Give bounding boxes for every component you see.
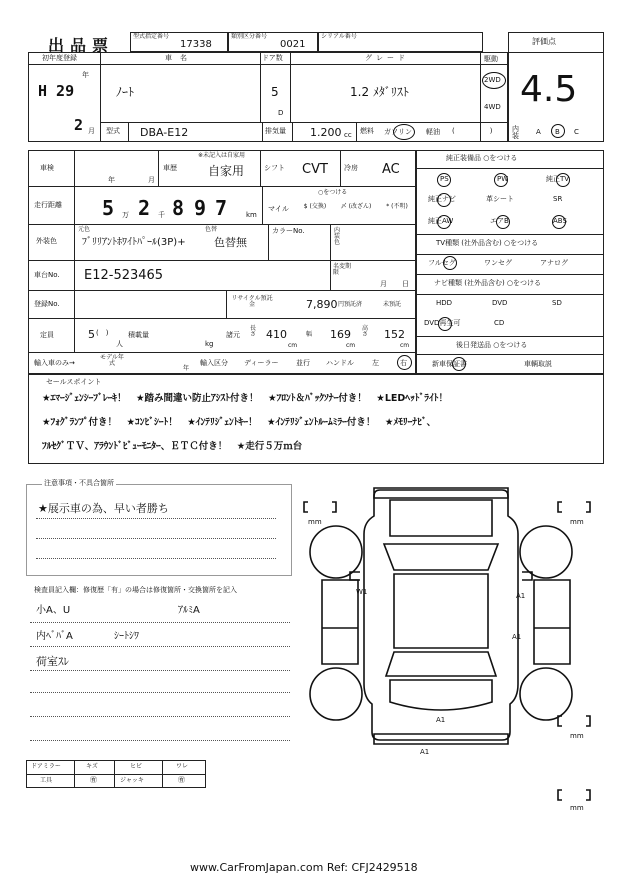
equip-ps-circle bbox=[437, 173, 451, 187]
mileage-digit-4: 9 bbox=[194, 196, 207, 220]
damage-w1: W1 bbox=[356, 588, 368, 596]
footer-watermark: www.CarFromJapan.com Ref: CFJ2429518 bbox=[190, 861, 418, 874]
exchanged-label: $ (交換) bbox=[303, 203, 327, 210]
legend-crack: ヒビ bbox=[130, 763, 143, 770]
chassis-value: E12-523465 bbox=[84, 268, 164, 283]
interior-color-label: 内装色 bbox=[334, 227, 341, 246]
drive-label: 駆動 bbox=[484, 55, 498, 63]
left-label: 左 bbox=[372, 359, 379, 367]
legend-jack-val: ㊒ bbox=[178, 776, 185, 784]
fuel-gas: ガソリン bbox=[384, 128, 412, 136]
notes-line-1: ★展示車の為、早い者勝ち bbox=[38, 502, 169, 515]
legend-tools: 工具 bbox=[40, 777, 53, 784]
first-reg-label: 初年度登録 bbox=[42, 54, 77, 62]
damage-a1-right-rear: A1 bbox=[512, 633, 522, 641]
first-reg-year: H 29 bbox=[38, 82, 75, 100]
tv-fullseg: フルセグ bbox=[428, 259, 456, 267]
manual: 車輌取説 bbox=[524, 360, 552, 368]
insp-line-3: 荷室ｽﾚ bbox=[36, 655, 69, 668]
color-change-label: 色替 bbox=[205, 226, 218, 233]
length-value: 410 bbox=[266, 328, 287, 341]
insp-line-1b: ｱﾙﾐA bbox=[178, 605, 200, 616]
damage-a1-bumper: A1 bbox=[420, 748, 430, 756]
new-warranty: 新車保証書 bbox=[432, 360, 467, 368]
ac-label: 冷房 bbox=[344, 164, 358, 172]
year-unit: 年 bbox=[82, 71, 89, 79]
model-year-label: モデル年式 bbox=[100, 354, 124, 367]
mm-label-fl: mm bbox=[308, 518, 322, 526]
inspector-label: 検査員記入欄：修復歴「有」の場合は修復箇所・交換箇所を記入 bbox=[34, 586, 237, 594]
dealer-label: ディーラー bbox=[244, 359, 279, 367]
interior-a: A bbox=[536, 128, 541, 136]
width-value: 169 bbox=[330, 328, 351, 341]
color-value: ﾌﾞﾘﾘｱﾝﾄﾎﾜｲﾄﾊﾟｰﾙ(3P)+ bbox=[82, 237, 186, 248]
inspection-label: 車検 bbox=[40, 164, 54, 172]
details-block bbox=[28, 150, 416, 374]
interior-label: 内装 bbox=[512, 125, 519, 140]
category-label: 類別区分番号 bbox=[231, 33, 268, 40]
drive-4wd: 4WD bbox=[484, 103, 501, 111]
sales-line-3: ﾌﾙｾｸﾞＴＶ、ｱﾗｳﾝﾄﾞﾋﾞｭｰﾓﾆﾀｰ、ＥＴＣ付き！ ★走行５万ｍ台 bbox=[42, 441, 303, 452]
equip-leather: 革シート bbox=[486, 195, 514, 203]
damage-a1-trunk: A1 bbox=[436, 716, 446, 724]
load-kg: kg bbox=[205, 340, 214, 348]
navi-sd: SD bbox=[552, 299, 562, 307]
displacement-label: 排気量 bbox=[265, 127, 286, 135]
grade: 1.2 ﾒﾀﾞﾘｽﾄ bbox=[350, 85, 409, 99]
unknown-label: * (不明) bbox=[386, 203, 408, 210]
tv-analog: アナログ bbox=[540, 259, 568, 267]
person-unit: 人 bbox=[116, 340, 123, 348]
mm-label-fr: mm bbox=[570, 518, 584, 526]
mileage-digit-1: 5 bbox=[102, 196, 115, 220]
drive-2wd: 2WD bbox=[484, 76, 501, 84]
door-count: 5 bbox=[271, 85, 279, 99]
capacity-value: 5 bbox=[88, 328, 95, 341]
history-value: 自家用 bbox=[208, 164, 245, 178]
equip-navi-circle bbox=[437, 193, 451, 207]
legend-mirror: ドアミラー bbox=[31, 763, 61, 770]
legend-jack: ジャッキ bbox=[120, 777, 144, 784]
length-label: 長さ bbox=[250, 325, 257, 338]
load-label: 積載量 bbox=[128, 331, 149, 339]
equipment-title: 純正装備品 ○をつける bbox=[446, 154, 518, 162]
sales-label: セールスポイント bbox=[46, 378, 102, 386]
month-unit: 月 bbox=[88, 127, 95, 135]
mileage-digit-2: 2 bbox=[138, 196, 151, 220]
navi-title: ナビ種類 (社外品含む) ○をつける bbox=[434, 279, 542, 287]
mileage-digit-5: 7 bbox=[215, 196, 228, 220]
shift-label: シフト bbox=[264, 164, 285, 172]
inspection-year-unit: 年 bbox=[108, 176, 115, 184]
mm-label-rear: mm bbox=[570, 804, 584, 812]
tv-oneseg: ワンセグ bbox=[484, 259, 512, 267]
height-cm: cm bbox=[400, 342, 410, 349]
sales-line-2: ★ﾌｫｸﾞﾗﾝﾌﾟ付き！ ★ｺﾝﾋﾞｼｰﾄ！ ★ｲﾝﾃﾘｼﾞｪﾝﾄｷｰ！ ★ｲﾝﾃﾘｼﾞｪﾝﾄﾙｰﾑﾐﾗｰ付き！ ★ﾒﾓﾘｰﾅﾋﾞ、 bbox=[42, 417, 437, 428]
shift-value: CVT bbox=[302, 162, 328, 177]
navi-dvd-play: DVD再生可 bbox=[424, 319, 461, 327]
model-spec-label: 型式指定番号 bbox=[133, 33, 170, 40]
equip-aw: 純正AW bbox=[428, 217, 454, 225]
score-label: 評価点 bbox=[532, 37, 556, 46]
fuel-bracket: ( ) bbox=[452, 127, 493, 135]
navi-dvd-play-circle bbox=[438, 317, 452, 331]
notes-label: 注意事項・不具合箇所 bbox=[44, 479, 114, 487]
car-name-label: 車名 bbox=[165, 54, 195, 62]
reg-no-label: 登録No. bbox=[34, 300, 60, 308]
equip-aw-circle bbox=[437, 215, 451, 229]
ac-value: AC bbox=[382, 162, 400, 177]
import-year-unit: 年 bbox=[183, 365, 190, 372]
equip-tv-circle bbox=[556, 173, 570, 187]
damage-a1-right-front: A1 bbox=[516, 592, 526, 600]
import-label: 輸入車のみ→ bbox=[34, 359, 75, 367]
first-reg-month: 2 bbox=[74, 116, 84, 134]
equip-sr: SR bbox=[553, 195, 563, 203]
mileage-label: 走行距離 bbox=[34, 201, 62, 209]
legend-scratch: キズ bbox=[86, 763, 98, 770]
recycle-suffix: 円預託済 bbox=[338, 301, 363, 308]
width-cm: cm bbox=[346, 342, 356, 349]
model-code: DBA-E12 bbox=[140, 126, 189, 139]
equip-navi: 純正ナビ bbox=[428, 195, 456, 203]
sheet-title: 出品票 bbox=[48, 36, 115, 55]
mileage-man: 万 bbox=[122, 211, 129, 219]
width-label: 幅 bbox=[306, 331, 313, 338]
mileage-circle-note: ○をつける bbox=[318, 189, 348, 196]
door-label: ドア数 bbox=[262, 54, 283, 62]
insp-line-1a: 小A、U bbox=[36, 605, 71, 616]
name-change-month: 月 bbox=[380, 280, 387, 288]
tv-fullseg-circle bbox=[443, 256, 457, 270]
equip-abs: ABS bbox=[553, 217, 567, 225]
length-cm: cm bbox=[288, 342, 298, 349]
navi-dvd: DVD bbox=[492, 299, 508, 307]
right-label: 右 bbox=[400, 359, 407, 367]
equip-pw-circle bbox=[494, 173, 508, 187]
model-spec-value: 17338 bbox=[180, 39, 212, 50]
color-no-label: カラーNo. bbox=[272, 227, 305, 235]
fuel-diesel: 軽油 bbox=[426, 128, 440, 136]
car-damage-diagram bbox=[290, 476, 602, 812]
interior-c: C bbox=[574, 128, 579, 136]
tv-title: TV種類 (社外品含む) ○をつける bbox=[436, 239, 539, 247]
capacity-label: 定員 bbox=[40, 331, 54, 339]
equip-airbag-circle bbox=[496, 215, 510, 229]
height-value: 152 bbox=[384, 328, 405, 341]
not-deposited: 未預託 bbox=[383, 301, 402, 308]
model-label: 型式 bbox=[106, 127, 120, 135]
height-label: 高さ bbox=[362, 325, 369, 338]
score-value: 4.5 bbox=[520, 69, 578, 110]
dim-label: 諸元 bbox=[226, 331, 240, 339]
import-type-label: 輸入区分 bbox=[200, 359, 228, 367]
color-orig-label: 元色 bbox=[78, 226, 91, 233]
inspection-month-unit: 月 bbox=[148, 176, 155, 184]
insp-line-2a: 内ﾍﾞﾊﾞA bbox=[36, 631, 73, 642]
color-change-value: 色替無 bbox=[214, 236, 247, 249]
recycle-value: 7,890 bbox=[306, 298, 338, 311]
history-note: ※未記入は自家用 bbox=[198, 152, 246, 159]
serial-label: シリアル番号 bbox=[321, 33, 357, 40]
grade-label: グレード bbox=[365, 54, 409, 62]
mileage-sen: 千 bbox=[158, 211, 165, 219]
parallel-label: 並行 bbox=[296, 359, 310, 367]
recycle-label: リサイクル預託金 bbox=[231, 295, 273, 308]
sales-line-1: ★ｴﾏｰｼﾞｪﾝｼｰﾌﾞﾚｰｷ！ ★踏み間違い防止ｱｼｽﾄ付き！ ★ﾌﾛﾝﾄ＆ﾊﾞｯｸｿﾅｰ付き！ ★LEDﾍｯﾄﾞﾗｲﾄ！ bbox=[42, 393, 448, 404]
interior-b: B bbox=[555, 128, 560, 136]
category-value: 0021 bbox=[280, 39, 306, 50]
mileage-digit-3: 8 bbox=[172, 196, 185, 220]
handle-label: ハンドル bbox=[326, 359, 354, 367]
mileage-km: km bbox=[246, 211, 257, 219]
cc-unit: cc bbox=[344, 131, 352, 139]
notes-box bbox=[26, 484, 292, 576]
color-label: 外装色 bbox=[36, 237, 57, 245]
insp-line-2b: ｼｰﾄｼﾜ bbox=[114, 631, 139, 642]
navi-hdd: HDD bbox=[436, 299, 453, 307]
legend-tools-val: ㊒ bbox=[90, 776, 97, 784]
equip-pw: PW bbox=[497, 175, 509, 183]
legend-break: ワレ bbox=[176, 763, 189, 770]
navi-cd: CD bbox=[494, 319, 505, 327]
chassis-label: 車台No. bbox=[34, 271, 60, 279]
displacement-value: 1.200 bbox=[310, 126, 342, 139]
miles-label: マイル bbox=[268, 205, 289, 213]
mm-label-rr: mm bbox=[570, 732, 584, 740]
fuel-label: 燃料 bbox=[360, 127, 374, 135]
door-suffix: D bbox=[278, 109, 284, 117]
car-name: ﾉｰﾄ bbox=[116, 85, 135, 99]
tampered-label: 〆 (改ざん) bbox=[340, 203, 372, 210]
equip-tv: 純正TV bbox=[546, 175, 570, 183]
equip-abs-circle bbox=[552, 215, 566, 229]
equip-ps: PS bbox=[440, 175, 449, 183]
history-label: 車歴 bbox=[163, 164, 177, 172]
name-change-label: 名変期限 bbox=[333, 263, 352, 276]
new-warranty-circle bbox=[452, 357, 466, 371]
later-title: 後日発送品 ○をつける bbox=[456, 341, 528, 349]
name-change-day: 日 bbox=[402, 280, 409, 288]
equip-airbag: エアB bbox=[490, 217, 509, 225]
capacity-paren: ( ) bbox=[96, 329, 109, 337]
